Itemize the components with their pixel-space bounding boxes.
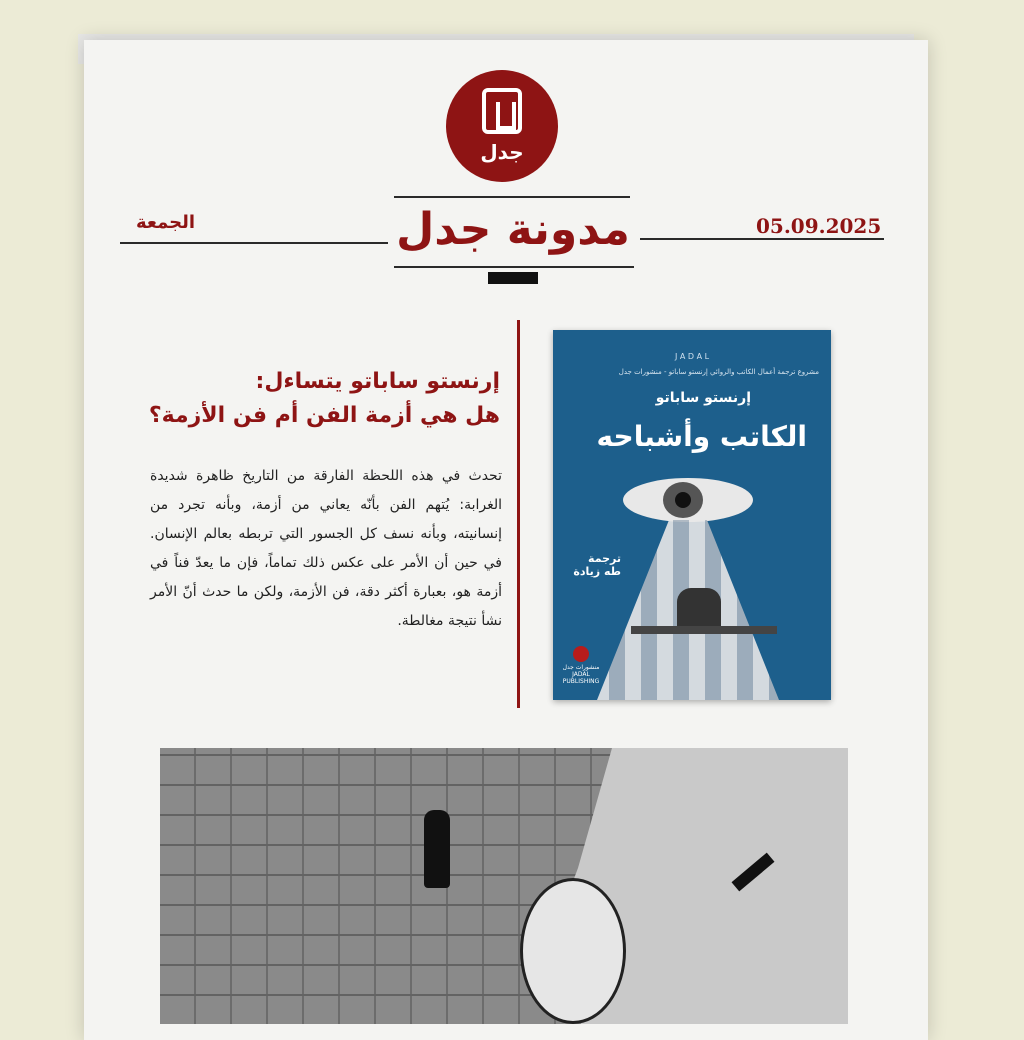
publisher-logo-icon: [573, 646, 589, 662]
publisher-name: منشورات جدل: [562, 664, 600, 671]
blog-title: مدونة جدل: [396, 204, 630, 255]
masthead-rule-left: [120, 242, 388, 244]
cover-brand: J A D A L: [674, 352, 710, 361]
masthead-rule-bottom: [394, 266, 634, 268]
masthead-rule-top: [394, 196, 630, 198]
article-body: تحدث في هذه اللحظة الفارقة من التاريخ ظاهرة شديدة الغرابة: يُتهم الفن بأنّه يعاني من أزمة، وبأنه تجرد من إنسانيته، وبأنه نسف كل الجسور التي تربطه بعالم الإنسان. في حين أن الأمر على عكس ذلك تماماً، فإن ما يعدّ فناً في أزمة هو، بعبارة أكثر دقة، فن الأزمة، ولكن ما حدث أنّ الأمر نشأ نتيجة مغالطة.: [150, 468, 502, 629]
headline-line-1: إرنستو ساباتو يتساءل:: [255, 369, 500, 394]
cover-title: الكاتب وأشباحه: [596, 420, 807, 453]
walking-man-figure: [424, 810, 450, 888]
cover-translation: [573, 552, 621, 578]
masthead-rule-right: [640, 238, 884, 240]
writer-figure: [677, 588, 721, 628]
eye-icon: [623, 478, 753, 522]
article-headline: [140, 365, 500, 433]
translation-label: ترجمة: [588, 552, 621, 565]
cover-series: مشروع ترجمة أعمال الكاتب والروائي إرنستو ساباتو - منشورات جدل: [618, 368, 819, 376]
logo-mark-icon: [482, 88, 522, 134]
column-divider: [517, 320, 520, 708]
masthead-block: [488, 272, 538, 284]
eye-iris: [663, 482, 703, 518]
publisher-name-en: JADAL PUBLISHING: [562, 671, 600, 685]
translator-name: طه زيادة: [573, 565, 621, 578]
writer-desk: [631, 626, 777, 634]
jadal-logo: [446, 70, 558, 182]
issue-date: 05.09.2025: [756, 214, 882, 238]
logo-text: جدل: [480, 140, 524, 164]
book-cover: [553, 330, 831, 700]
publisher-mark: [561, 646, 601, 685]
ear-shape: [520, 878, 626, 1024]
cover-author: إرنستو ساباتو: [655, 390, 751, 406]
maze-illustration: [160, 748, 848, 1024]
issue-day: الجمعة: [136, 212, 196, 233]
headline-line-2: هل هي أزمة الفن أم فن الأزمة؟: [148, 403, 500, 428]
